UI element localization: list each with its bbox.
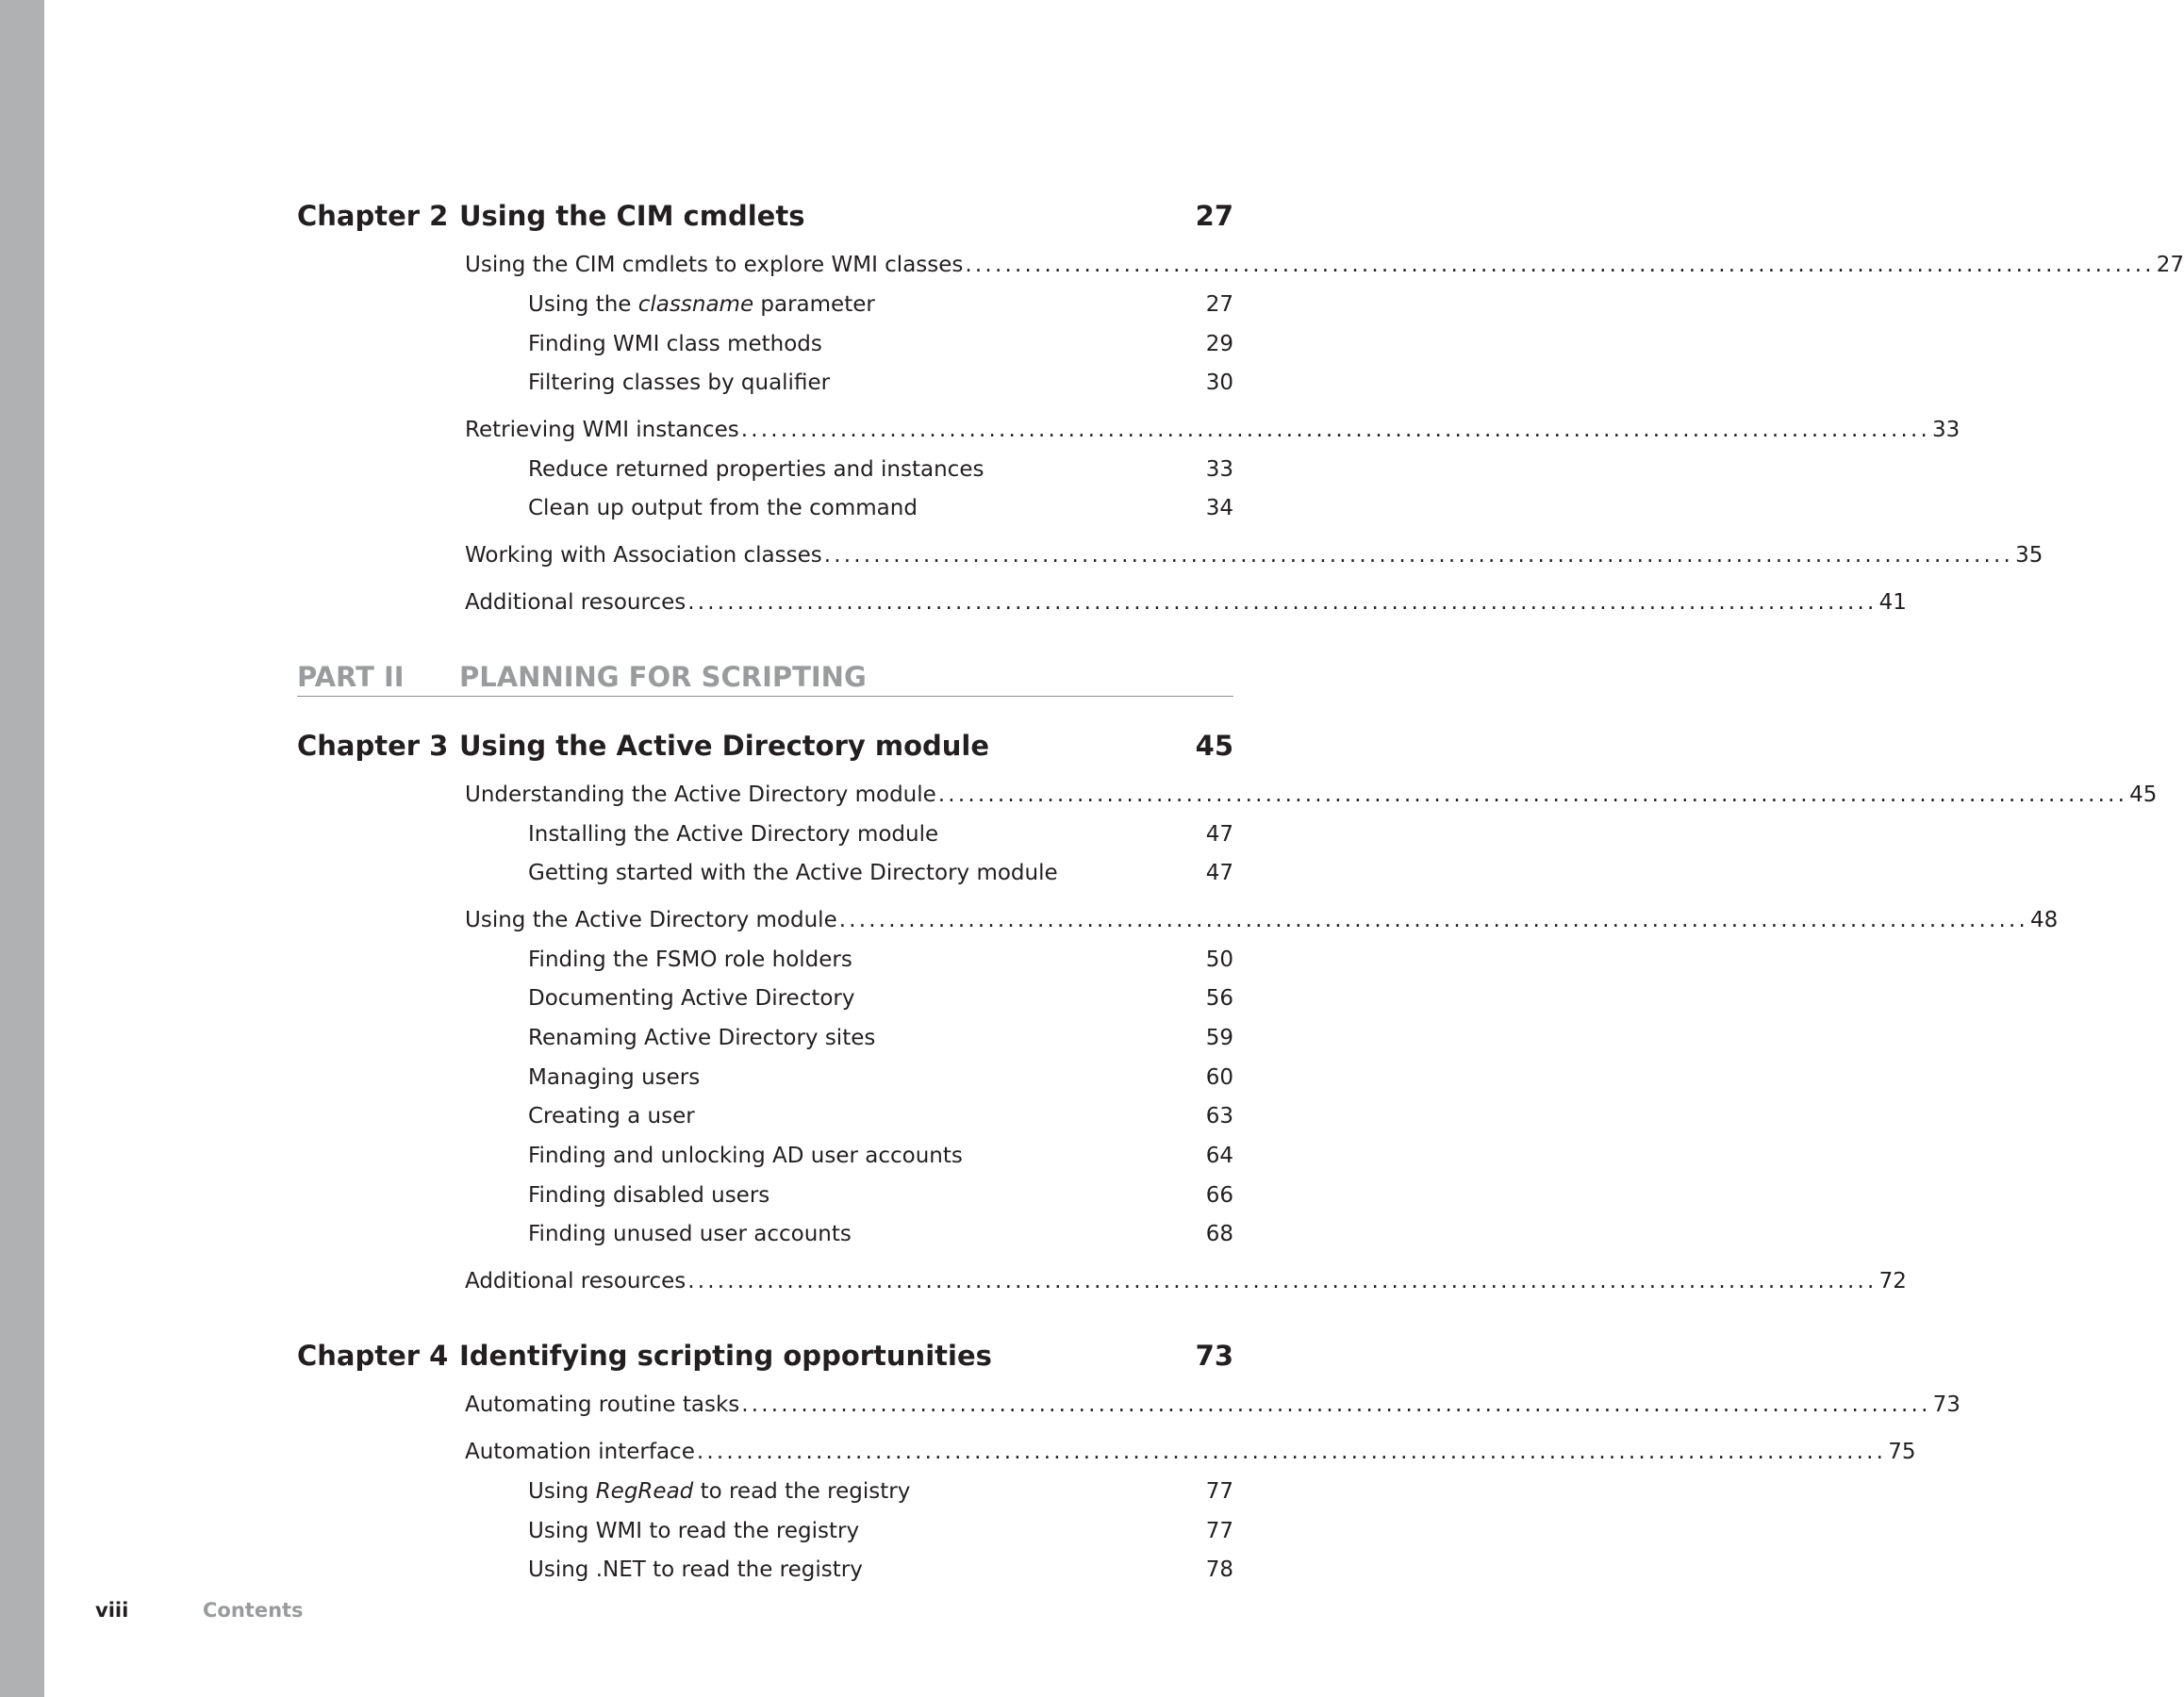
- entry-page: 45: [2129, 783, 2158, 807]
- folio-page-number: viii: [95, 1599, 129, 1622]
- entry-page: 73: [1932, 1392, 1961, 1417]
- subentry-title: Clean up output from the command: [528, 496, 918, 520]
- toc-subentry[interactable]: [528, 819, 1233, 849]
- subentry-title: Finding unused user accounts: [528, 1222, 852, 1246]
- toc-entry[interactable]: [465, 250, 2184, 280]
- entry-page: 33: [1932, 418, 1961, 442]
- dot-leader: ........................................................................................................................: [965, 253, 2155, 277]
- running-footer-title: Contents: [203, 1599, 304, 1622]
- dot-leader: ........................................................................................................................: [823, 543, 2014, 568]
- toc-subentry[interactable]: [528, 493, 1233, 523]
- entry-title: Additional resources: [465, 1269, 687, 1293]
- chapter-page: 27: [1195, 200, 1233, 232]
- toc-subentry[interactable]: [528, 1555, 1233, 1585]
- toc-subentry[interactable]: [528, 1023, 1233, 1053]
- subentry-title: Renaming Active Directory sites: [528, 1026, 876, 1050]
- subentry-title: Finding WMI class methods: [528, 332, 822, 356]
- entry-title: Automation interface: [465, 1440, 695, 1464]
- chapter-title[interactable]: Using the Active Directory module: [459, 730, 990, 762]
- chapter-page: 45: [1195, 730, 1233, 762]
- entry-page: 27: [2156, 253, 2184, 277]
- chapter-heading: [297, 1337, 1233, 1375]
- toc-subentry[interactable]: [528, 289, 1233, 320]
- toc-entry[interactable]: [465, 587, 1907, 618]
- dot-leader: ........................................................................................................................: [937, 783, 2128, 807]
- subentry-page: 63: [1205, 1104, 1233, 1129]
- part-title[interactable]: PLANNING FOR SCRIPTING: [459, 661, 867, 693]
- subentry-title: Installing the Active Directory module: [528, 822, 939, 847]
- subentry-title: Creating a user: [528, 1104, 695, 1129]
- dot-leader: ........................................................................................................................: [687, 1269, 1878, 1293]
- toc-subentry[interactable]: [528, 329, 1233, 359]
- entry-title: Using the Active Directory module: [465, 908, 837, 932]
- chapter-page: 73: [1195, 1340, 1233, 1372]
- subentry-page: 59: [1205, 1026, 1233, 1050]
- toc-entry[interactable]: [465, 415, 1961, 445]
- toc-subentry[interactable]: [528, 454, 1233, 485]
- chapter-heading: [297, 197, 1233, 235]
- entry-title: Automating routine tasks: [465, 1392, 740, 1417]
- subentry-page: 33: [1205, 457, 1233, 482]
- toc-entry[interactable]: [465, 540, 2043, 570]
- subentry-page: 64: [1205, 1144, 1233, 1168]
- entry-title: Understanding the Active Directory module: [465, 783, 936, 807]
- subentry-page: 29: [1205, 332, 1233, 356]
- toc-entry[interactable]: [465, 1390, 1961, 1420]
- subentry-page: 27: [1205, 292, 1233, 317]
- part-heading: [297, 658, 1233, 697]
- toc-subentry[interactable]: [528, 1063, 1233, 1093]
- subentry-title: Filtering classes by qualifier: [528, 371, 831, 395]
- chapter-label: Chapter 4: [297, 1340, 449, 1372]
- subentry-title: Reduce returned properties and instances: [528, 457, 984, 482]
- subentry-title: Finding the FSMO role holders: [528, 947, 852, 972]
- entry-title: Retrieving WMI instances: [465, 418, 739, 442]
- dot-leader: ........................................................................................................................: [838, 908, 2029, 932]
- toc-entry[interactable]: [465, 905, 2059, 935]
- subentry-title: Using the classname parameter: [528, 292, 875, 317]
- page-gutter: [0, 0, 44, 1697]
- subentry-title: Finding and unlocking AD user accounts: [528, 1144, 963, 1168]
- chapter-label: Chapter 3: [297, 730, 449, 762]
- subentry-page: 68: [1205, 1222, 1233, 1246]
- subentry-page: 50: [1205, 947, 1233, 972]
- toc-subentry[interactable]: [528, 1476, 1233, 1507]
- subentry-page: 77: [1205, 1479, 1233, 1504]
- dot-leader: ........................................................................................................................: [741, 1392, 1931, 1417]
- subentry-title: Using WMI to read the registry: [528, 1519, 860, 1543]
- toc-subentry[interactable]: [528, 983, 1233, 1013]
- entry-title: Using the CIM cmdlets to explore WMI classes: [465, 253, 964, 277]
- toc-entry[interactable]: [465, 780, 2158, 810]
- entry-title: Working with Association classes: [465, 543, 822, 568]
- entry-page: 41: [1878, 590, 1907, 615]
- subentry-page: 56: [1205, 986, 1233, 1011]
- subentry-page: 34: [1205, 496, 1233, 520]
- subentry-page: 30: [1205, 371, 1233, 395]
- subentry-title: Managing users: [528, 1065, 701, 1090]
- toc-subentry[interactable]: [528, 368, 1233, 398]
- subentry-page: 78: [1205, 1557, 1233, 1582]
- entry-page: 72: [1878, 1269, 1907, 1293]
- chapter-label: Chapter 2: [297, 200, 449, 232]
- subentry-page: 47: [1205, 861, 1233, 885]
- toc-subentry[interactable]: [528, 1219, 1233, 1249]
- dot-leader: ........................................................................................................................: [740, 418, 1931, 442]
- entry-title: Additional resources: [465, 590, 687, 615]
- toc-subentry[interactable]: [528, 858, 1233, 888]
- toc-subentry[interactable]: [528, 1101, 1233, 1131]
- subentry-page: 77: [1205, 1519, 1233, 1543]
- subentry-title: Using RegRead to read the registry: [528, 1479, 911, 1504]
- toc-subentry[interactable]: [528, 1141, 1233, 1171]
- toc-entry[interactable]: [465, 1266, 1907, 1296]
- entry-page: 48: [2030, 908, 2059, 932]
- subentry-page: 66: [1205, 1183, 1233, 1208]
- subentry-title: Getting started with the Active Directory module: [528, 861, 1058, 885]
- subentry-page: 60: [1205, 1065, 1233, 1090]
- chapter-title[interactable]: Using the CIM cmdlets: [459, 200, 805, 232]
- subentry-title: Finding disabled users: [528, 1183, 770, 1208]
- chapter-heading: [297, 727, 1233, 765]
- toc-entry[interactable]: [465, 1437, 1916, 1467]
- toc-subentry[interactable]: [528, 1180, 1233, 1211]
- subentry-title: Using .NET to read the registry: [528, 1557, 863, 1582]
- dot-leader: ........................................................................................................................: [696, 1440, 1887, 1464]
- entry-page: 35: [2015, 543, 2043, 568]
- dot-leader: ........................................................................................................................: [687, 590, 1878, 615]
- chapter-title[interactable]: Identifying scripting opportunities: [459, 1340, 992, 1372]
- toc-subentry[interactable]: [528, 1516, 1233, 1546]
- subentry-title: Documenting Active Directory: [528, 986, 855, 1011]
- part-label: PART II: [297, 661, 405, 693]
- entry-page: 75: [1888, 1440, 1916, 1464]
- toc-subentry[interactable]: [528, 945, 1233, 975]
- subentry-page: 47: [1205, 822, 1233, 847]
